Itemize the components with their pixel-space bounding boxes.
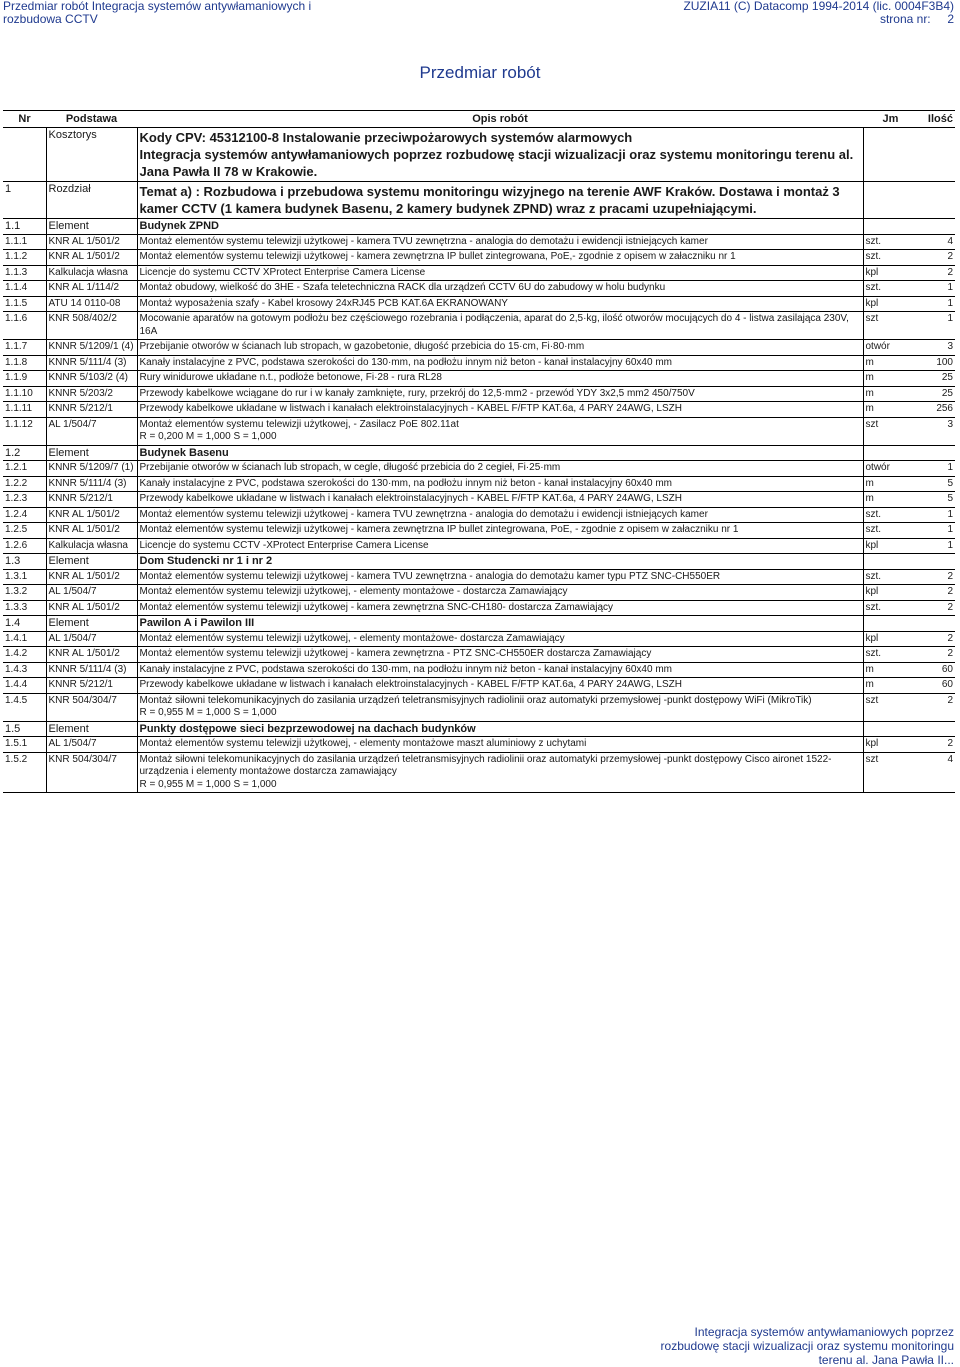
element-row — [3, 554, 955, 570]
cell-opis: Montaż siłowni telekomunikacyjnych do zasilania urządzeń teletransmisyjnych radiolinii oraz automatyki przemysłowej -punkt dostępowy WiFi (MikroTik) R = 0,955 M = 1,000 S = 1,000 — [137, 693, 863, 721]
table-row — [3, 250, 955, 266]
cell-podstawa: KNNR 5/212/1 — [46, 678, 137, 694]
col-header-opis: Opis robót — [137, 111, 863, 128]
cell-nr — [3, 128, 46, 182]
cell-nr: 1.4.5 — [3, 693, 46, 721]
cell-ilosc: 4 — [918, 234, 955, 250]
table-row — [3, 569, 955, 585]
header-left-line2: rozbudowa CCTV — [3, 12, 98, 26]
cell-jm — [863, 554, 918, 570]
cell-jm: m — [863, 678, 918, 694]
cell-ilosc: 1 — [918, 312, 955, 340]
header-left-line1: Przedmiar robót Integracja systemów antywłamaniowych i — [3, 0, 312, 13]
cell-jm — [863, 445, 918, 461]
cell-jm: kpl — [863, 265, 918, 281]
cell-jm: kpl — [863, 631, 918, 647]
cell-opis: Montaż elementów systemu telewizji użytkowej - kamera zewnętrzna SNC-CH180- dostarcza Zamawiający — [137, 600, 863, 616]
cell-opis: Kanały instalacyjne z PVC, podstawa szerokości do 130·mm, na podłożu innym niż beton - kanał instalacyjny 60x40 mm — [137, 662, 863, 678]
cell-podstawa: Kalkulacja własna — [46, 538, 137, 554]
cell-nr: 1.4 — [3, 616, 46, 632]
table-row — [3, 647, 955, 663]
cell-jm — [863, 128, 918, 182]
cell-nr: 1.1.4 — [3, 281, 46, 297]
cell-opis: Kody CPV: 45312100-8 Instalowanie przeciwpożarowych systemów alarmowych Integracja systemów antywłamaniowych poprzez rozbudowę stacji wizualizacji oraz systemu monitoringu terenu al. Jana Pawła II 78 w Krakowie. — [137, 128, 863, 182]
cell-podstawa: Element — [46, 616, 137, 632]
cell-ilosc — [918, 554, 955, 570]
cell-podstawa: KNR AL 1/501/2 — [46, 234, 137, 250]
cell-ilosc: 2 — [918, 631, 955, 647]
col-header-nr: Nr — [3, 111, 46, 128]
cell-opis: Licencje do systemu CCTV XProtect Enterprise Camera License — [137, 265, 863, 281]
cell-ilosc — [918, 721, 955, 737]
cell-jm: m — [863, 386, 918, 402]
cell-jm: otwór — [863, 461, 918, 477]
cell-opis: Montaż elementów systemu telewizji użytkowej - kamera TVU zewnętrzna - analogia do demotażu kamer typu PTZ SNC-CH550ER — [137, 569, 863, 585]
cell-podstawa: KNR 504/304/7 — [46, 752, 137, 793]
cell-podstawa: KNNR 5/203/2 — [46, 386, 137, 402]
cell-opis: Montaż elementów systemu telewizji użytkowej, - elementy montażowe- dostarcza Zamawiający — [137, 631, 863, 647]
cell-nr: 1.1.3 — [3, 265, 46, 281]
table-row — [3, 402, 955, 418]
cell-ilosc — [918, 219, 955, 235]
cell-nr: 1.5.1 — [3, 737, 46, 753]
cell-opis: Kanały instalacyjne z PVC, podstawa szerokości do 130·mm, na podłożu innym niż beton - kanał instalacyjny 60x40 mm — [137, 476, 863, 492]
cell-nr: 1.1.7 — [3, 340, 46, 356]
cell-nr: 1.3 — [3, 554, 46, 570]
cell-ilosc — [918, 445, 955, 461]
cell-jm: szt. — [863, 600, 918, 616]
cell-opis: Montaż elementów systemu telewizji użytkowej, - elementy montażowe - dostarcza Zamawiający — [137, 585, 863, 601]
cell-ilosc: 1 — [918, 281, 955, 297]
table-row — [3, 296, 955, 312]
cell-jm: szt. — [863, 523, 918, 539]
cell-nr: 1.2.2 — [3, 476, 46, 492]
cell-podstawa: KNNR 5/111/4 (3) — [46, 355, 137, 371]
cell-opis: Montaż wyposażenia szafy - Kabel krosowy 24xRJ45 PCB KAT.6A EKRANOWANY — [137, 296, 863, 312]
element-row — [3, 616, 955, 632]
table-row — [3, 355, 955, 371]
cell-opis: Przebijanie otworów w ścianach lub stropach, w cegle, długość przebicia do 2 cegieł, Fi·25·mm — [137, 461, 863, 477]
cell-nr: 1.5.2 — [3, 752, 46, 793]
table-row — [3, 737, 955, 753]
cell-podstawa: KNR 504/304/7 — [46, 693, 137, 721]
cell-jm: otwór — [863, 340, 918, 356]
przedmiar-table — [3, 110, 955, 793]
table-row — [3, 461, 955, 477]
cell-ilosc: 2 — [918, 250, 955, 266]
cell-nr: 1.1.9 — [3, 371, 46, 387]
table-row — [3, 371, 955, 387]
cell-nr: 1.3.1 — [3, 569, 46, 585]
cell-ilosc: 5 — [918, 492, 955, 508]
cell-ilosc: 1 — [918, 461, 955, 477]
cell-opis: Budynek Basenu — [137, 445, 863, 461]
cell-nr: 1.1.6 — [3, 312, 46, 340]
cell-opis: Montaż elementów systemu telewizji użytkowej - kamera zewnętrzna IP bullet zintegrowana, PoE,- zgodnie z opisem w załaczniku nr 1 — [137, 250, 863, 266]
table-row — [3, 265, 955, 281]
cell-podstawa: Element — [46, 721, 137, 737]
cell-ilosc: 2 — [918, 569, 955, 585]
cell-opis: Przebijanie otworów w ścianach lub stropach, w gazobetonie, długość przebicia do 15·cm, Fi·80·mm — [137, 340, 863, 356]
table-row — [3, 678, 955, 694]
cell-opis: Kanały instalacyjne z PVC, podstawa szerokości do 130·mm, na podłożu innym niż beton - kanał instalacyjny 60x40 mm — [137, 355, 863, 371]
cell-jm: m — [863, 476, 918, 492]
table-row — [3, 386, 955, 402]
cell-podstawa: AL 1/504/7 — [46, 417, 137, 445]
cell-jm: szt — [863, 693, 918, 721]
page-header-right — [683, 0, 954, 26]
section-row — [3, 128, 955, 182]
cell-opis: Montaż elementów systemu telewizji użytkowej - kamera TVU zewnętrzna - analogia do demotażu i ewidencji istniejących kamer — [137, 234, 863, 250]
cell-podstawa: KNNR 5/1209/1 (4) — [46, 340, 137, 356]
cell-nr: 1.1.5 — [3, 296, 46, 312]
cell-podstawa: KNNR 5/212/1 — [46, 402, 137, 418]
cell-nr: 1.2.4 — [3, 507, 46, 523]
cell-podstawa: ATU 14 0110-08 — [46, 296, 137, 312]
cell-jm: szt. — [863, 234, 918, 250]
table-row — [3, 507, 955, 523]
cell-nr: 1.4.4 — [3, 678, 46, 694]
cell-podstawa: AL 1/504/7 — [46, 631, 137, 647]
table-row — [3, 523, 955, 539]
col-header-ilosc: Ilość — [918, 111, 955, 128]
cell-ilosc: 3 — [918, 417, 955, 445]
cell-nr: 1.3.3 — [3, 600, 46, 616]
cell-podstawa: Kalkulacja własna — [46, 265, 137, 281]
cell-jm: kpl — [863, 538, 918, 554]
cell-ilosc — [918, 128, 955, 182]
cell-nr: 1.1.8 — [3, 355, 46, 371]
table-row — [3, 492, 955, 508]
cell-opis: Punkty dostępowe sieci bezprzewodowej na dachach budynków — [137, 721, 863, 737]
cell-podstawa: KNNR 5/111/4 (3) — [46, 662, 137, 678]
cell-ilosc: 2 — [918, 647, 955, 663]
cell-nr: 1.1 — [3, 219, 46, 235]
cell-podstawa: AL 1/504/7 — [46, 585, 137, 601]
cell-ilosc: 256 — [918, 402, 955, 418]
cell-ilosc: 1 — [918, 538, 955, 554]
cell-opis: Montaż elementów systemu telewizji użytkowej - kamera TVU zewnętrzna - analogia do demotażu i ewidencji istniejących kamer — [137, 507, 863, 523]
cell-nr: 1.1.10 — [3, 386, 46, 402]
cell-ilosc — [918, 182, 955, 219]
cell-podstawa: KNNR 5/111/4 (3) — [46, 476, 137, 492]
cell-jm: szt. — [863, 647, 918, 663]
cell-jm: m — [863, 371, 918, 387]
cell-podstawa: KNR AL 1/501/2 — [46, 647, 137, 663]
cell-opis: Przewody kabelkowe układane w listwach i kanałach elektroinstalacyjnych - KABEL F/FTP KAT.6a, 4 PARY 24AWG, LSZH — [137, 402, 863, 418]
cell-ilosc: 2 — [918, 265, 955, 281]
cell-podstawa: KNR AL 1/501/2 — [46, 507, 137, 523]
cell-ilosc: 1 — [918, 523, 955, 539]
cell-jm: m — [863, 402, 918, 418]
table-row — [3, 417, 955, 445]
cell-ilosc: 2 — [918, 693, 955, 721]
cell-ilosc: 5 — [918, 476, 955, 492]
cell-jm — [863, 616, 918, 632]
cell-jm: m — [863, 662, 918, 678]
cell-podstawa: Element — [46, 554, 137, 570]
cell-jm: szt — [863, 417, 918, 445]
cell-opis: Rury winidurowe układane n.t., podłoże betonowe, Fi·28 - rura RL28 — [137, 371, 863, 387]
col-header-jm: Jm — [863, 111, 918, 128]
cell-opis: Przewody kabelkowe wciągane do rur i w kanały zamknięte, rury, przekrój do 12,5·mm2 - przewód YDY 3x2,5 mm2 450/750V — [137, 386, 863, 402]
cell-jm: szt. — [863, 250, 918, 266]
cell-podstawa: Rozdział — [46, 182, 137, 219]
cell-nr: 1.1.2 — [3, 250, 46, 266]
cell-opis: Mocowanie aparatów na gotowym podłożu bez częściowego rozebrania i podłączenia, aparat do 2,5·kg, ilość otworów mocujących do 4 - listwa zasilająca 230V, 16A — [137, 312, 863, 340]
cell-nr: 1.3.2 — [3, 585, 46, 601]
cell-ilosc: 3 — [918, 340, 955, 356]
page-header-left — [3, 0, 311, 26]
cell-nr: 1.4.2 — [3, 647, 46, 663]
cell-jm: m — [863, 355, 918, 371]
table-row — [3, 585, 955, 601]
cell-opis: Montaż elementów systemu telewizji użytkowej - kamera zewnętrzna - PTZ SNC-CH550ER dostarcza Zamawiający — [137, 647, 863, 663]
cell-nr: 1 — [3, 182, 46, 219]
cell-jm: kpl — [863, 585, 918, 601]
cell-ilosc: 2 — [918, 585, 955, 601]
cell-opis: Montaż obudowy, wielkość do 3HE - Szafa teletechniczna RACK dla urządzeń CCTV 6U do zabudowy w holu budynku — [137, 281, 863, 297]
table-row — [3, 662, 955, 678]
section-row — [3, 182, 955, 219]
cell-opis: Temat a) : Rozbudowa i przebudowa systemu monitoringu wizyjnego na terenie AWF Kraków. Dostawa i montaż 3 kamer CCTV (1 kamera budynek Basenu, 2 kamery budynek ZPND) wraz z pracami uzupełniającymi. — [137, 182, 863, 219]
cell-opis: Przewody kabelkowe układane w listwach i kanałach elektroinstalacyjnych - KABEL F/FTP KAT.6a, 4 PARY 24AWG, LSZH — [137, 678, 863, 694]
cell-jm — [863, 182, 918, 219]
cell-podstawa: KNNR 5/212/1 — [46, 492, 137, 508]
cell-podstawa: KNR AL 1/501/2 — [46, 523, 137, 539]
cell-ilosc: 4 — [918, 752, 955, 793]
cell-jm: szt. — [863, 507, 918, 523]
cell-jm: kpl — [863, 296, 918, 312]
cell-ilosc: 60 — [918, 678, 955, 694]
cell-podstawa: KNR AL 1/501/2 — [46, 600, 137, 616]
cell-jm: szt — [863, 752, 918, 793]
cell-ilosc: 100 — [918, 355, 955, 371]
cell-podstawa: Element — [46, 445, 137, 461]
cell-opis: Budynek ZPND — [137, 219, 863, 235]
page-title: Przedmiar robót — [419, 63, 541, 82]
cell-ilosc: 1 — [918, 296, 955, 312]
cell-nr: 1.2.5 — [3, 523, 46, 539]
table-row — [3, 538, 955, 554]
cell-ilosc: 1 — [918, 507, 955, 523]
cell-podstawa: KNR AL 1/114/2 — [46, 281, 137, 297]
cell-nr: 1.2 — [3, 445, 46, 461]
cell-opis: Montaż elementów systemu telewizji użytkowej, - elementy montażowe maszt aluminiowy z uchytami — [137, 737, 863, 753]
table-row — [3, 476, 955, 492]
cell-podstawa: Kosztorys — [46, 128, 137, 182]
cell-podstawa: KNR AL 1/501/2 — [46, 569, 137, 585]
cell-jm: szt — [863, 312, 918, 340]
page-number: strona nr: 2 — [879, 12, 954, 26]
header-right-line1: ZUZIA11 (C) Datacomp 1994-2014 (lic. 0004F3B4) — [683, 0, 954, 13]
cell-podstawa: KNNR 5/103/2 (4) — [46, 371, 137, 387]
cell-ilosc: 25 — [918, 371, 955, 387]
table-row — [3, 312, 955, 340]
cell-podstawa: KNR AL 1/501/2 — [46, 250, 137, 266]
table-row — [3, 631, 955, 647]
cell-jm: szt. — [863, 281, 918, 297]
cell-podstawa: Element — [46, 219, 137, 235]
element-row — [3, 721, 955, 737]
table-body — [3, 128, 955, 793]
cell-nr: 1.2.1 — [3, 461, 46, 477]
cell-opis: Licencje do systemu CCTV -XProtect Enterprise Camera License — [137, 538, 863, 554]
cell-ilosc — [918, 616, 955, 632]
cell-opis: Montaż elementów systemu telewizji użytkowej - kamera zewnętrzna IP bullet zintegrowana, PoE, - zgodnie z opisem w załaczniku nr 1 — [137, 523, 863, 539]
cell-opis: Przewody kabelkowe układane w listwach i kanałach elektroinstalacyjnych - KABEL F/FTP KAT.6a, 4 PARY 24AWG, LSZH — [137, 492, 863, 508]
cell-podstawa: KNR 508/402/2 — [46, 312, 137, 340]
cell-ilosc: 60 — [918, 662, 955, 678]
cell-ilosc: 25 — [918, 386, 955, 402]
cell-opis: Montaż siłowni telekomunikacyjnych do zasilania urządzeń teletransmisyjnych radiolinii oraz automatyki przemysłowej -punkt dostępowy Cisco aironet 1522- urządzenia i elementy montażowe dostarcza zamawiający R = 0,955 M = 1,000 S = 1,000 — [137, 752, 863, 793]
cell-nr: 1.2.6 — [3, 538, 46, 554]
table-row — [3, 234, 955, 250]
table-row — [3, 340, 955, 356]
cell-nr: 1.4.3 — [3, 662, 46, 678]
cell-podstawa: AL 1/504/7 — [46, 737, 137, 753]
cell-ilosc: 2 — [918, 737, 955, 753]
cell-jm: m — [863, 492, 918, 508]
cell-nr: 1.1.12 — [3, 417, 46, 445]
table-row — [3, 693, 955, 721]
cell-opis: Montaż elementów systemu telewizji użytkowej, - Zasilacz PoE 802.11at R = 0,200 M = 1,000 S = 1,000 — [137, 417, 863, 445]
cell-nr: 1.2.3 — [3, 492, 46, 508]
cell-ilosc: 2 — [918, 600, 955, 616]
cell-jm — [863, 219, 918, 235]
element-row — [3, 219, 955, 235]
element-row — [3, 445, 955, 461]
cell-nr: 1.1.1 — [3, 234, 46, 250]
col-header-podstawa: Podstawa — [46, 111, 137, 128]
cell-podstawa: KNNR 5/1209/7 (1) — [46, 461, 137, 477]
table-row — [3, 600, 955, 616]
cell-opis: Pawilon A i Pawilon III — [137, 616, 863, 632]
table-row — [3, 281, 955, 297]
cell-jm: szt. — [863, 569, 918, 585]
cell-nr: 1.1.11 — [3, 402, 46, 418]
cell-jm: kpl — [863, 737, 918, 753]
cell-nr: 1.4.1 — [3, 631, 46, 647]
cell-nr: 1.5 — [3, 721, 46, 737]
cell-jm — [863, 721, 918, 737]
cell-opis: Dom Studencki nr 1 i nr 2 — [137, 554, 863, 570]
table-header-row — [3, 111, 955, 128]
page-footer: Integracja systemów antywłamaniowych poprzez rozbudowę stacji wizualizacji oraz systemu monitoringu terenu al. Jana Pawła II... — [660, 1325, 954, 1367]
table-row — [3, 752, 955, 793]
